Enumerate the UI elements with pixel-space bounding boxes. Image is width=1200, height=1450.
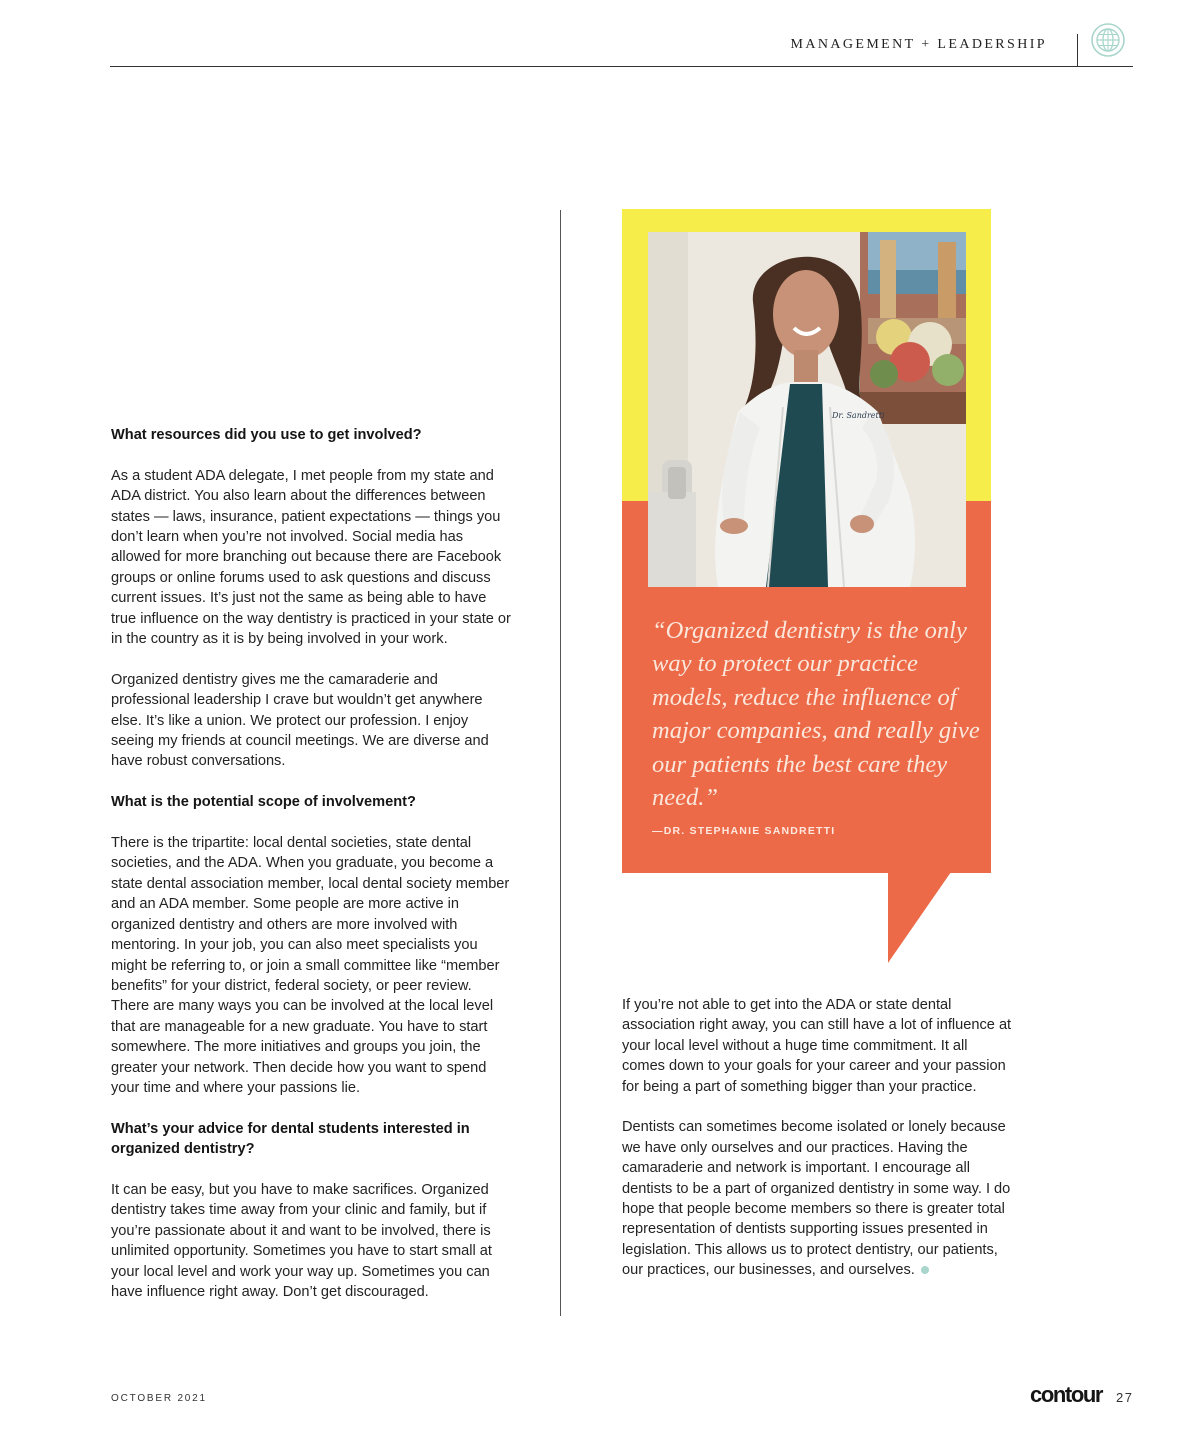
quote-attribution: —DR. STEPHANIE SANDRETTI bbox=[652, 825, 836, 837]
header-rule bbox=[110, 66, 1133, 67]
answer-resources-p2: Organized dentistry gives me the camaraderie and professional leadership I crave but wouldn’t get anywhere else. It’s like a union. We protect our profession. I enjoy seeing my friends at council meetings. We are diverse and have robust conversations. bbox=[111, 671, 489, 770]
issue-date: OCTOBER 2021 bbox=[111, 1393, 207, 1404]
column-divider bbox=[560, 210, 561, 1316]
coat-embroidery: Dr. Sandretti bbox=[832, 411, 885, 420]
question-resources: What resources did you use to get involved? bbox=[111, 427, 422, 443]
answer-resources-p1: As a student ADA delegate, I met people from my state and ADA district. You also learn about the differences between states — laws, insurance, patient expectations — things you don’t learn when you’re not involved. Social media has allowed for more branching out because there are Facebook groups or online forums used to ask questions and discuss current issues. It’s just not the same as being able to have true influence on the way dentistry is practiced in your state or in the country as it is by being involved in your work. bbox=[111, 467, 511, 648]
header-divider-tick bbox=[1077, 34, 1078, 67]
page-number: 27 bbox=[1116, 1390, 1134, 1405]
right-paragraph-1: If you’re not able to get into the ADA or state dental association right away, you can still have a lot of influence at your local level without a huge time commitment. It all comes down to your goals for your career and your passion for being a part of something bigger than your practice. bbox=[622, 997, 1012, 1095]
section-label: MANAGEMENT + LEADERSHIP bbox=[790, 37, 1047, 52]
magazine-logo: contour bbox=[1030, 1382, 1103, 1407]
pull-quote: “Organized dentistry is the only way to protect our practice models, reduce the influence of major companies, and really give our patients the best care they need.” bbox=[652, 617, 980, 812]
question-advice: What’s your advice for dental students interested in organized dentistry? bbox=[111, 1120, 470, 1158]
end-of-article-dot-icon bbox=[921, 1266, 929, 1274]
speech-bubble-tail bbox=[888, 872, 951, 963]
right-column bbox=[622, 995, 1014, 1301]
answer-advice: It can be easy, but you have to make sacrifices. Organized dentistry takes time away from your clinic and family, but if you’re passionate about it and want to be involved, there is unlimited opportunity. Sometimes you have to start small at your local level and work your way up. Sometimes you can have influence right away. Don’t get discouraged. bbox=[111, 1181, 492, 1300]
question-scope: What is the potential scope of involvement? bbox=[111, 794, 416, 811]
globe-icon bbox=[1091, 23, 1125, 57]
portrait-photo bbox=[648, 232, 966, 587]
right-paragraph-2-text: Dentists can sometimes become isolated or lonely because we have only ourselves and our practices. Having the camaraderie and network is important. I encourage all dentists to be a part of organized dentistry in some way. I do hope that people become members so there is greater total representation of dentists supporting issues presented in legislation. This allows us to protect dentistry, our patients, our practices, our businesses, and ourselves. bbox=[622, 1119, 1011, 1279]
answer-scope: There is the tripartite: local dental societies, state dental societies, and the ADA. When you graduate, you become a state dental association member, local dental society member and an ADA member. Some people are more active in organized dentistry and others are more involved with mentoring. In your job, you can also meet specialists you might be referring to, or join a small committee like “member benefits” for your district, federal society, or peer review. There are many ways you can be involved at the local level that are manageable for a new graduate. You have to start somewhere. The more initiatives and groups you join, the greater your network. Then decide how you want to spend your time and where your passions lie. bbox=[111, 835, 510, 1096]
right-paragraph-2 bbox=[622, 1117, 1014, 1280]
left-column bbox=[111, 425, 511, 1323]
